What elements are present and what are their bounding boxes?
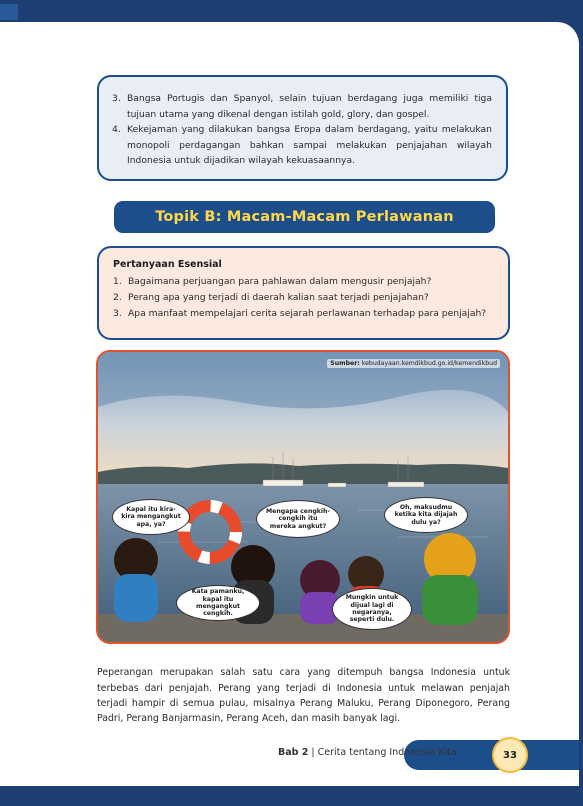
essential-question-list: [113, 274, 494, 322]
question-item: [113, 306, 494, 322]
list-item-text: Kekejaman yang dilakukan bangsa Eropa dalam berdagang, yaitu melakukan monopoli perdagangan bahkan sampai melakukan penjajahan wilayah Indonesia untuk dijadikan wilayah kekuasaannya.: [127, 124, 492, 166]
speech-bubble: Kapal itu kira-kira mengangkut apa, ya?: [112, 499, 190, 535]
list-item-text: Bangsa Portugis dan Spanyol, selain tujuan berdagang juga memiliki tiga tujuan utama yang dikenal dengan istilah gold, glory, dan gospel.: [127, 93, 492, 120]
question-text: Bagaimana perjuangan para pahlawan dalam mengusir penjajah?: [128, 276, 432, 287]
question-text: Perang apa yang terjadi di daerah kalian saat terjadi penjajahan?: [128, 292, 429, 303]
essential-title: Pertanyaan Esensial: [113, 259, 222, 270]
footer-chapter-title: [278, 747, 457, 758]
question-item: [113, 274, 494, 290]
speech-bubble: Mengapa cengkih-cengkih itu mereka angkut?: [256, 500, 340, 538]
essential-questions-box: [97, 246, 510, 340]
topic-title: Topik B: Macam-Macam Perlawanan: [155, 209, 454, 225]
list-item: [112, 122, 492, 169]
speech-bubble: Mungkin untuk dijual lagi di negaranya, seperti dulu.: [332, 588, 412, 630]
list-item: [112, 91, 492, 122]
bottom-bar: [0, 786, 583, 806]
page-number: 33: [492, 737, 528, 773]
footer-chapter: Bab 2: [278, 747, 309, 758]
list-item-number: 4.: [112, 124, 121, 135]
source-label: Sumber:: [330, 360, 360, 367]
speech-bubble: Kata pamanku, kapal itu mengangkut cengkih.: [176, 585, 260, 621]
top-tab-marker: [0, 4, 18, 20]
list-item-number: 3.: [112, 93, 121, 104]
question-number: 3.: [113, 308, 122, 319]
harbor-illustration: [96, 350, 510, 644]
footer-separator: |: [308, 747, 318, 758]
top-bar: [0, 0, 583, 24]
speech-bubble: Oh, maksudmu ketika kita dijajah dulu ya?: [384, 497, 468, 533]
summary-list-box: [97, 75, 508, 181]
harbor-scene-image: [98, 352, 508, 642]
topic-banner: [114, 201, 495, 233]
image-source: [327, 359, 500, 368]
body-paragraph: Peperangan merupakan salah satu cara yang ditempuh bangsa Indonesia untuk terbebas dari penjajah. Perang yang terjadi di Indonesia untuk melawan penjajah terjadi hampir di semua pulau, misalnya Perang Maluku, Perang Diponegoro, Perang Padri, Perang Banjarmasin, Perang Aceh, dan masih banyak lagi.: [97, 667, 510, 724]
question-text: Apa manfaat mempelajari cerita sejarah perlawanan terhadap para penjajah?: [128, 308, 487, 319]
question-item: [113, 290, 494, 306]
question-number: 1.: [113, 276, 122, 287]
footer-title: Cerita tentang Indonesia Kita: [317, 747, 457, 758]
question-number: 2.: [113, 292, 122, 303]
source-url: kebudayaan.kemdikbud.go.id/kemendikbud: [361, 360, 497, 367]
